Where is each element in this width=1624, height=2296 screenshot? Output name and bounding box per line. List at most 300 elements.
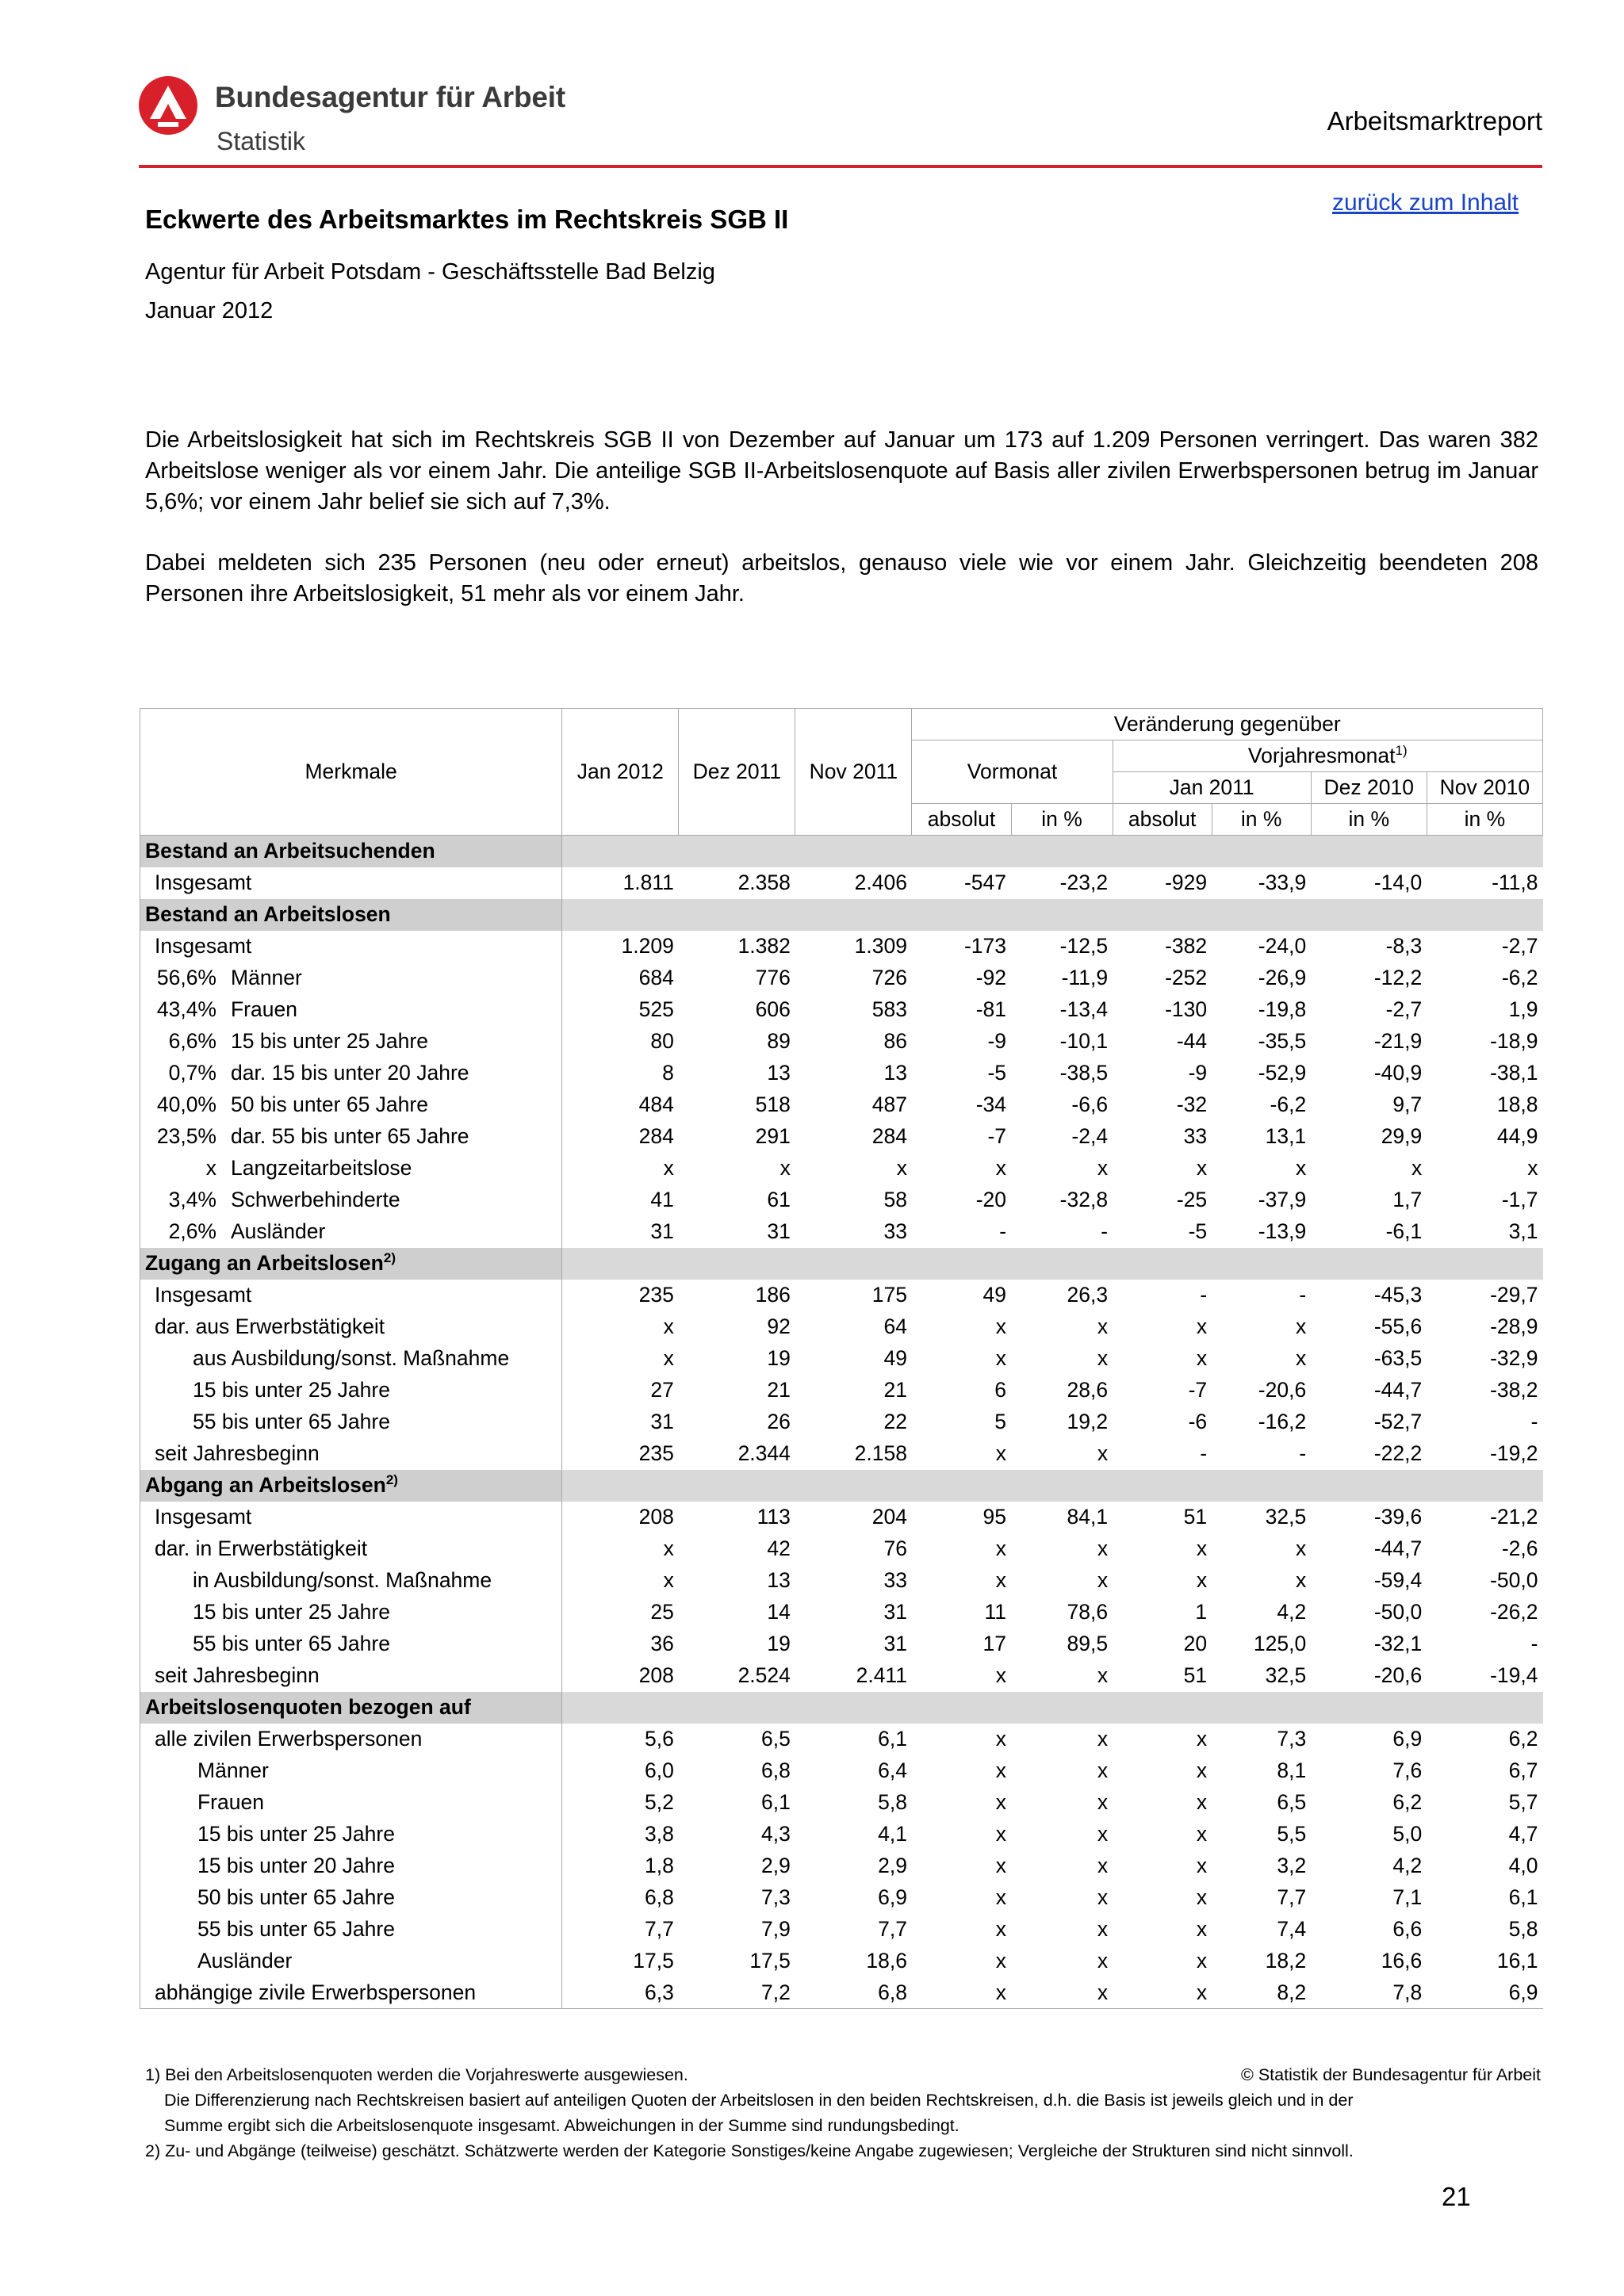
table-cell: 6,6 — [1392, 1917, 1423, 1941]
row-share: 6,6% — [168, 1029, 216, 1053]
table-cell: 7,3 — [761, 1885, 791, 1909]
table-cell: -2,4 — [1071, 1124, 1109, 1148]
table-cell: 4,2 — [1392, 1854, 1423, 1877]
table-cell: 76 — [883, 1536, 907, 1560]
row-share: 40,0% — [156, 1093, 216, 1116]
row-label — [140, 1787, 562, 1819]
table-cell: 4,7 — [1508, 1822, 1538, 1846]
row-label — [140, 1755, 562, 1787]
table-cell: 2.344 — [737, 1441, 791, 1465]
table-cell: -6,2 — [1270, 1093, 1307, 1116]
row-label — [140, 1184, 562, 1216]
table-cell: -6 — [1188, 1410, 1208, 1433]
row-label-text: 55 bis unter 65 Jahre — [193, 1410, 390, 1433]
table-cell: 21 — [883, 1378, 907, 1402]
table-cell: x — [1196, 1917, 1208, 1941]
row-label — [140, 867, 562, 899]
col-group-jan2011: Jan 2011 — [1113, 772, 1311, 804]
table-cell: x — [995, 1156, 1007, 1180]
row-label-text: Männer — [231, 966, 302, 989]
table-cell: -14,0 — [1373, 871, 1423, 894]
footnote-2: 2) Zu- und Abgänge (teilweise) geschätzt. Schätzwerte werden der Kategorie Sonstiges/keine Angabe zugewiesen; Vergleiche der Strukturen sind nicht sinnvoll. — [145, 2141, 1354, 2160]
table-cell: x — [663, 1314, 674, 1338]
table-cell: 4,0 — [1508, 1854, 1538, 1877]
table-cell: 26,3 — [1067, 1283, 1109, 1307]
table-cell: -6,1 — [1385, 1219, 1423, 1243]
table-row — [140, 1121, 1543, 1153]
row-label-text: aus Ausbildung/sonst. Maßnahme — [193, 1346, 510, 1370]
table-cell: 1.209 — [621, 934, 674, 958]
table-cell: -5 — [987, 1061, 1007, 1085]
table-cell: x — [1295, 1536, 1307, 1560]
table-row — [140, 1375, 1543, 1406]
col-nov2010-pct: in % — [1427, 804, 1542, 836]
row-label-text: Insgesamt — [155, 1505, 252, 1529]
table-cell: 89 — [767, 1029, 791, 1053]
table-cell: 2.406 — [854, 871, 907, 894]
table-cell: x — [779, 1156, 791, 1180]
row-label-text: Männer — [197, 1758, 269, 1782]
table-cell: -12,5 — [1059, 934, 1109, 958]
table-cell: 1.382 — [737, 934, 791, 958]
table-cell: 7,9 — [761, 1917, 791, 1941]
table-cell: 95 — [982, 1505, 1007, 1529]
row-label — [140, 1882, 562, 1914]
table-cell: 1 — [1195, 1600, 1208, 1624]
table-cell: - — [1101, 1219, 1109, 1243]
table-cell: 235 — [638, 1441, 674, 1465]
table-cell: x — [1196, 1822, 1208, 1846]
table-cell: -6,6 — [1071, 1093, 1109, 1116]
table-cell: 5,7 — [1508, 1790, 1538, 1814]
table-cell: x — [1527, 1156, 1538, 1180]
table-cell: 5,0 — [1392, 1822, 1423, 1846]
table-cell: 33 — [883, 1219, 907, 1243]
table-cell: 284 — [871, 1124, 907, 1148]
table-cell: 4,2 — [1277, 1600, 1307, 1624]
table-cell: x — [1097, 1314, 1109, 1338]
table-cell: x — [1196, 1790, 1208, 1814]
row-label-text: dar. in Erwerbstätigkeit — [155, 1536, 368, 1560]
table-cell: x — [995, 1314, 1007, 1338]
org-subtitle: Statistik — [216, 127, 306, 155]
row-label — [140, 1850, 562, 1882]
table-row — [140, 1660, 1543, 1692]
table-cell: 92 — [767, 1314, 791, 1338]
table-cell: -32,9 — [1490, 1346, 1538, 1370]
row-label — [140, 1343, 562, 1375]
table-header — [140, 709, 1543, 836]
table-cell: 235 — [638, 1283, 674, 1307]
table-cell: -44,7 — [1373, 1378, 1423, 1402]
table-cell: 6,9 — [1427, 1977, 1542, 2009]
table-cell: x — [995, 1346, 1007, 1370]
table-cell: 4,3 — [761, 1822, 791, 1846]
table-row — [140, 1977, 1543, 2009]
table-cell: 684 — [638, 966, 674, 989]
table-cell: x — [995, 1790, 1007, 1814]
table-cell: x — [1196, 1758, 1208, 1782]
table-row — [140, 1216, 1543, 1248]
table-cell: 525 — [638, 997, 674, 1021]
table-row — [140, 867, 1543, 899]
table-cell: -45,3 — [1373, 1283, 1423, 1307]
section-fill — [562, 836, 1543, 867]
table-cell: 28,6 — [1067, 1378, 1109, 1402]
table-cell: - — [1530, 1632, 1538, 1655]
table-cell: 51 — [1183, 1663, 1208, 1687]
table-cell: 6,5 — [761, 1727, 791, 1751]
table-cell: 31 — [883, 1600, 907, 1624]
table-cell: 606 — [755, 997, 791, 1021]
table-cell: 8 — [662, 1061, 674, 1085]
table-cell: 31 — [650, 1219, 674, 1243]
table-row — [140, 962, 1543, 994]
table-cell: x — [995, 1885, 1007, 1909]
table-cell: x — [995, 1758, 1007, 1782]
table-cell: 7,2 — [679, 1977, 795, 2009]
table-cell: 113 — [756, 1505, 791, 1529]
table-row — [140, 1565, 1543, 1597]
table-row — [140, 1311, 1543, 1343]
row-share: 2,6% — [168, 1219, 216, 1243]
table-cell: -34 — [975, 1093, 1007, 1116]
table-cell: x — [1295, 1568, 1307, 1592]
row-label-text: dar. aus Erwerbstätigkeit — [155, 1314, 385, 1338]
table-cell: -10,1 — [1059, 1029, 1109, 1053]
table-cell: -20 — [975, 1188, 1007, 1211]
row-share: 3,4% — [168, 1188, 216, 1211]
row-label-text: Frauen — [231, 997, 297, 1021]
row-label — [140, 1375, 562, 1406]
table-cell: 6,1 — [1508, 1885, 1538, 1909]
table-cell: x — [1011, 1977, 1113, 2009]
table-cell: 16,1 — [1496, 1949, 1538, 1973]
table-cell: x — [995, 1663, 1007, 1687]
table-cell: -29,7 — [1490, 1283, 1538, 1307]
table-cell: 6,0 — [644, 1758, 674, 1782]
table-cell: x — [1113, 1977, 1212, 2009]
row-label-text: 15 bis unter 25 Jahre — [231, 1029, 428, 1053]
table-cell: -52,7 — [1373, 1410, 1423, 1433]
table-cell: 4,1 — [878, 1822, 907, 1846]
row-label-text: Insgesamt — [155, 934, 252, 958]
table-cell: x — [912, 1977, 1011, 2009]
table-row — [140, 1819, 1543, 1850]
table-cell: -13,4 — [1059, 997, 1109, 1021]
row-label — [140, 1565, 562, 1597]
table-cell: 776 — [755, 966, 791, 989]
row-label — [140, 1438, 562, 1470]
table-cell: -26,2 — [1490, 1600, 1538, 1624]
table-cell: -20,6 — [1258, 1378, 1307, 1402]
table-cell: 186 — [755, 1283, 791, 1307]
table-row — [140, 1089, 1543, 1121]
table-cell: x — [663, 1568, 674, 1592]
table-cell: -21,2 — [1490, 1505, 1538, 1529]
table-cell: -547 — [963, 871, 1007, 894]
row-label — [140, 931, 562, 962]
table-cell: 6,9 — [1392, 1727, 1423, 1751]
table-body — [140, 836, 1543, 2009]
col-group-vormonat: Vormonat — [912, 740, 1113, 804]
table-cell: 2.358 — [737, 871, 791, 894]
table-cell: x — [1097, 1790, 1109, 1814]
section-title — [140, 899, 562, 931]
table-cell: -33,9 — [1258, 871, 1307, 894]
table-cell: -929 — [1165, 871, 1208, 894]
table-cell: -2,7 — [1385, 997, 1423, 1021]
row-label — [140, 1280, 562, 1311]
table-cell: x — [1196, 1314, 1208, 1338]
col-vormonat-pct: in % — [1011, 804, 1113, 836]
table-cell: -252 — [1165, 966, 1208, 989]
table-cell: -20,6 — [1373, 1663, 1423, 1687]
header-divider — [139, 165, 1542, 168]
table-cell: 17,5 — [749, 1949, 791, 1973]
table-cell: -6,2 — [1501, 966, 1538, 989]
table-cell: 11 — [984, 1600, 1007, 1624]
table-cell: -25 — [1176, 1188, 1208, 1211]
table-row — [140, 1184, 1543, 1216]
table-cell: -21,9 — [1373, 1029, 1423, 1053]
table-cell: 487 — [871, 1093, 907, 1116]
table-cell: -37,9 — [1258, 1188, 1307, 1211]
section-title-text: Abgang an Arbeitslosen — [145, 1473, 386, 1497]
table-cell: 6,8 — [644, 1885, 674, 1909]
table-cell: -13,9 — [1258, 1219, 1307, 1243]
table-cell: 80 — [650, 1029, 674, 1053]
table-cell: x — [995, 1949, 1007, 1973]
table-cell: 7,1 — [1392, 1885, 1423, 1909]
section-fill — [562, 1692, 1543, 1724]
table-cell: -39,6 — [1373, 1505, 1423, 1529]
table-cell: - — [1200, 1441, 1208, 1465]
table-cell: -38,5 — [1059, 1061, 1109, 1085]
row-label — [140, 1597, 562, 1628]
table-cell: -81 — [975, 997, 1007, 1021]
table-cell: 291 — [755, 1124, 791, 1148]
row-label-text: 15 bis unter 25 Jahre — [193, 1378, 390, 1402]
table-cell: 284 — [638, 1124, 674, 1148]
table-cell: -7 — [1188, 1378, 1208, 1402]
table-cell: 6,2 — [1508, 1727, 1538, 1751]
table-cell: x — [995, 1854, 1007, 1877]
section-title-text: Bestand an Arbeitslosen — [145, 902, 391, 926]
table-cell: 2.411 — [856, 1663, 907, 1687]
table-cell: x — [995, 1536, 1007, 1560]
row-label-text: 50 bis unter 65 Jahre — [197, 1885, 395, 1909]
table-cell: x — [663, 1536, 674, 1560]
row-label — [140, 962, 562, 994]
table-cell: 21 — [767, 1378, 791, 1402]
section-title — [140, 1248, 562, 1280]
row-label — [140, 1946, 562, 1977]
table-row — [140, 1787, 1543, 1819]
col-nov2010: Nov 2010 — [1427, 772, 1542, 804]
table-cell: -2,7 — [1501, 934, 1538, 958]
table-cell: 5,2 — [644, 1790, 674, 1814]
col-jan2011-pct: in % — [1212, 804, 1311, 836]
table-cell: x — [1097, 1949, 1109, 1973]
table-cell: 1.309 — [854, 934, 907, 958]
table-cell: -40,9 — [1373, 1061, 1423, 1085]
section-header-row — [140, 1692, 1543, 1724]
table-row — [140, 1755, 1543, 1787]
row-label-text: seit Jahresbeginn — [155, 1441, 320, 1465]
row-label-text: Ausländer — [197, 1949, 293, 1973]
table-cell: 33 — [883, 1568, 907, 1592]
report-date: Januar 2012 — [145, 298, 274, 323]
table-cell: 6,9 — [878, 1885, 907, 1909]
page-subtitle: Agentur für Arbeit Potsdam - Geschäftsstelle Bad Belzig — [145, 259, 715, 285]
col-dez2010-pct: in % — [1311, 804, 1427, 836]
table-row — [140, 994, 1543, 1026]
table-cell: 7,7 — [644, 1917, 674, 1941]
section-title-text: Bestand an Arbeitsuchenden — [145, 839, 435, 863]
table-row — [140, 1502, 1543, 1533]
table-cell: -1,7 — [1501, 1188, 1538, 1211]
table-cell: - — [1530, 1410, 1538, 1433]
table-cell: 7,7 — [1277, 1885, 1307, 1909]
table-cell: x — [1196, 1885, 1208, 1909]
row-share: 23,5% — [156, 1124, 216, 1148]
section-title — [140, 1692, 562, 1724]
table-cell: 5,8 — [878, 1790, 907, 1814]
ba-logo-icon — [139, 76, 197, 135]
row-label-text: in Ausbildung/sonst. Maßnahme — [193, 1568, 492, 1592]
table-cell: 31 — [883, 1632, 907, 1655]
table-cell: 2,9 — [761, 1854, 791, 1877]
row-label-text: 50 bis unter 65 Jahre — [231, 1093, 428, 1116]
table-cell: 51 — [1183, 1505, 1208, 1529]
section-title-text: Arbeitslosenquoten bezogen auf — [145, 1695, 471, 1719]
row-label — [140, 1533, 562, 1565]
table-cell: - — [1200, 1283, 1208, 1307]
footnote-1-continued: Die Differenzierung nach Rechtskreisen basiert auf anteiligen Quoten der Arbeitslosen in den beiden Rechtskreisen, d.h. die Basis ist jeweils gleich und in der — [164, 2091, 1354, 2110]
footnotes — [145, 2062, 1541, 2164]
table-cell: x — [1196, 1536, 1208, 1560]
row-share: 43,4% — [156, 997, 216, 1021]
table-cell: 18,8 — [1496, 1093, 1538, 1116]
table-cell: 16,6 — [1381, 1949, 1423, 1973]
table-cell: 3,2 — [1277, 1854, 1307, 1877]
row-label — [140, 1977, 562, 2009]
table-row — [140, 1026, 1543, 1058]
table-cell: 32,5 — [1265, 1663, 1307, 1687]
row-label-text: Ausländer — [231, 1219, 326, 1243]
row-label-text: Langzeitarbeitslose — [231, 1156, 412, 1180]
table-cell: 5,8 — [1508, 1917, 1538, 1941]
row-label-text: 55 bis unter 65 Jahre — [197, 1917, 395, 1941]
table-cell: 208 — [638, 1505, 674, 1529]
org-name: Bundesagentur für Arbeit — [215, 81, 565, 113]
table-cell: 5 — [994, 1410, 1007, 1433]
row-label-text: Insgesamt — [155, 1283, 252, 1307]
table-cell: -32,8 — [1059, 1188, 1109, 1211]
table-row — [140, 1058, 1543, 1089]
table-row — [140, 1850, 1543, 1882]
table-cell: x — [1097, 1917, 1109, 1941]
table-cell: 7,7 — [878, 1917, 907, 1941]
table-cell: 125,0 — [1253, 1632, 1307, 1655]
table-cell: x — [1097, 1885, 1109, 1909]
table-cell: 6 — [994, 1378, 1007, 1402]
table-row — [140, 1946, 1543, 1977]
table-row — [140, 1153, 1543, 1184]
col-vormonat-absolut: absolut — [912, 804, 1011, 836]
table-row — [140, 1533, 1543, 1565]
table-cell: x — [995, 1917, 1007, 1941]
table-cell: -382 — [1165, 934, 1208, 958]
table-cell: 6,8 — [795, 1977, 912, 2009]
table-cell: -44 — [1176, 1029, 1208, 1053]
table-row — [140, 1597, 1543, 1628]
table-cell: x — [1196, 1568, 1208, 1592]
col-nov2011: Nov 2011 — [795, 709, 912, 836]
table-cell: 1,9 — [1508, 997, 1538, 1021]
page-number: 21 — [1442, 2182, 1471, 2211]
table-cell: -28,9 — [1490, 1314, 1538, 1338]
section-fill — [562, 1470, 1543, 1502]
row-label-text: Frauen — [197, 1790, 264, 1814]
table-cell: -19,4 — [1490, 1663, 1538, 1687]
table-cell: -59,4 — [1373, 1568, 1423, 1592]
col-jan2011-absolut: absolut — [1113, 804, 1212, 836]
section-title — [140, 836, 562, 867]
table-cell: -52,9 — [1258, 1061, 1307, 1085]
table-cell: -92 — [975, 966, 1007, 989]
table-cell: 6,1 — [878, 1727, 907, 1751]
table-cell: 20 — [1183, 1632, 1208, 1655]
col-jan2012: Jan 2012 — [562, 709, 679, 836]
section-title-text: Zugang an Arbeitslosen — [145, 1251, 384, 1275]
table-cell: 484 — [638, 1093, 674, 1116]
table-cell: 49 — [982, 1283, 1007, 1307]
table-cell: -11,8 — [1492, 871, 1538, 894]
table-cell: -7 — [987, 1124, 1007, 1148]
labor-market-table — [140, 708, 1543, 2009]
table-cell: 64 — [883, 1314, 907, 1338]
table-cell: 31 — [767, 1219, 791, 1243]
table-cell: x — [1097, 1727, 1109, 1751]
row-label-text: 15 bis unter 25 Jahre — [197, 1822, 395, 1846]
table-cell: -19,2 — [1490, 1441, 1538, 1465]
page-header — [139, 73, 1542, 170]
row-label — [140, 1914, 562, 1946]
table-cell: 3,1 — [1508, 1219, 1538, 1243]
table-cell: 19,2 — [1067, 1410, 1109, 1433]
back-to-contents-link[interactable]: zurück zum Inhalt — [1332, 189, 1519, 216]
table-cell: x — [1097, 1346, 1109, 1370]
row-label-text: seit Jahresbeginn — [155, 1663, 320, 1687]
row-label — [140, 1628, 562, 1660]
table-row — [140, 1280, 1543, 1311]
table-cell: x — [1295, 1314, 1307, 1338]
row-label — [140, 1026, 562, 1058]
table-cell: 26 — [767, 1410, 791, 1433]
table-cell: 32,5 — [1265, 1505, 1307, 1529]
table-cell: 14 — [767, 1600, 791, 1624]
section-fill — [562, 899, 1543, 931]
row-share: 56,6% — [156, 966, 216, 989]
table-cell: 7,4 — [1277, 1917, 1307, 1941]
table-cell: 2,9 — [878, 1854, 907, 1877]
section-header-row — [140, 1470, 1543, 1502]
table-cell: 33 — [1183, 1124, 1208, 1148]
table-cell: 17 — [982, 1632, 1007, 1655]
table-cell: 8,1 — [1277, 1758, 1307, 1782]
